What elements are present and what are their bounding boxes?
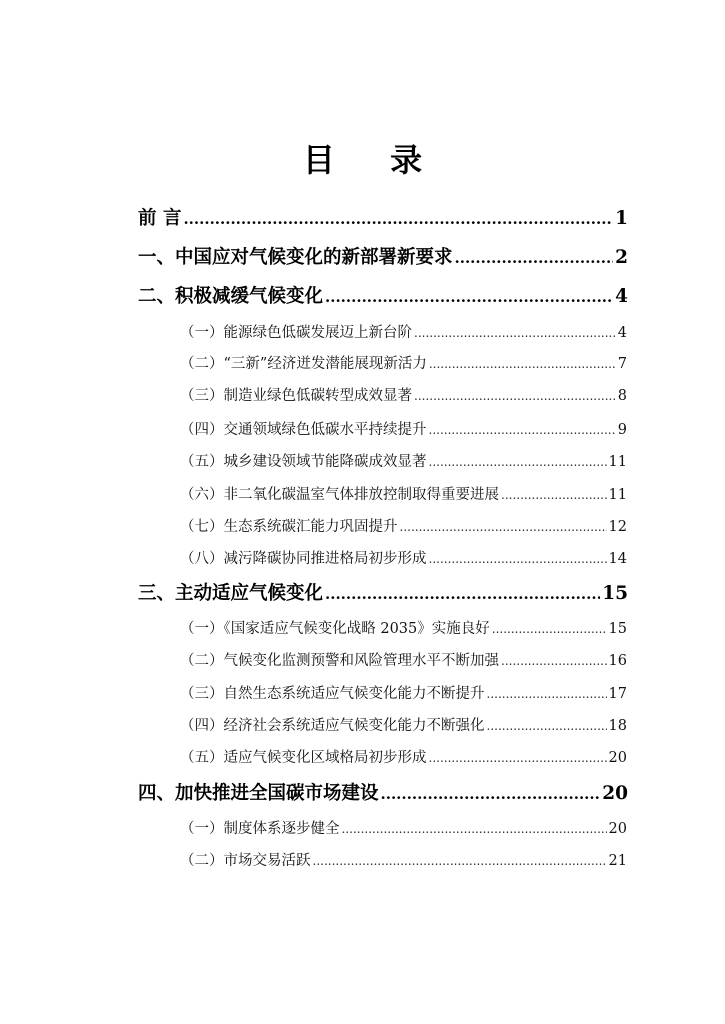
toc-leader-dots bbox=[429, 747, 607, 769]
toc-entry-label: 三、主动适应气候变化 bbox=[138, 583, 324, 604]
toc-page-number: 8 bbox=[617, 388, 627, 404]
toc-page-number: 9 bbox=[617, 422, 627, 438]
toc-entry-label: （四）经济社会系统适应气候变化能力不断强化 bbox=[180, 718, 485, 734]
toc-entry-preface[interactable] bbox=[138, 206, 628, 232]
toc-page-number: 20 bbox=[608, 750, 627, 766]
toc-page-number: 2 bbox=[615, 247, 628, 268]
toc-entry-4-1[interactable] bbox=[180, 818, 627, 840]
toc-entry-label: 四、加快推进全国碳市场建设 bbox=[138, 783, 379, 804]
toc-leader-dots bbox=[501, 650, 607, 672]
toc-leader-dots bbox=[313, 850, 607, 872]
toc-leader-dots bbox=[381, 781, 601, 807]
toc-page-number: 20 bbox=[608, 821, 627, 837]
toc-leader-dots bbox=[487, 715, 607, 737]
toc-leader-dots bbox=[183, 206, 613, 232]
toc-page-number: 11 bbox=[608, 454, 627, 470]
page-title: 目 录 bbox=[302, 141, 445, 179]
toc-page-number: 7 bbox=[617, 356, 627, 372]
toc-entry-label: （三）制造业绿色低碳转型成效显著 bbox=[180, 388, 412, 404]
toc-entry-3-3[interactable] bbox=[180, 683, 627, 705]
toc-page-number: 15 bbox=[608, 621, 627, 637]
toc-page-number: 14 bbox=[608, 551, 627, 567]
toc-entry-2-2[interactable] bbox=[180, 353, 627, 375]
toc-entry-section-4[interactable] bbox=[138, 781, 628, 807]
toc-entry-label: （三）自然生态系统适应气候变化能力不断提升 bbox=[180, 686, 485, 702]
toc-page-number: 15 bbox=[602, 583, 628, 604]
toc-leader-dots bbox=[487, 683, 607, 705]
toc-entry-2-1[interactable] bbox=[180, 322, 627, 344]
toc-entry-2-4[interactable] bbox=[180, 419, 627, 441]
toc-leader-dots bbox=[414, 322, 616, 344]
toc-entry-3-2[interactable] bbox=[180, 650, 627, 672]
toc-page-number: 11 bbox=[608, 487, 627, 503]
toc-entry-2-7[interactable] bbox=[180, 516, 627, 538]
toc-entry-label: 二、积极减缓气候变化 bbox=[138, 286, 324, 307]
toc-leader-dots bbox=[325, 581, 600, 607]
toc-leader-dots bbox=[429, 548, 607, 570]
toc-leader-dots bbox=[455, 245, 614, 271]
toc-page-number: 4 bbox=[615, 286, 628, 307]
toc-page-number: 21 bbox=[608, 853, 627, 869]
toc-page-number: 1 bbox=[615, 208, 628, 229]
toc-entry-3-1[interactable] bbox=[180, 618, 627, 640]
toc-entry-label: （五）城乡建设领域节能降碳成效显著 bbox=[180, 454, 427, 470]
toc-leader-dots bbox=[429, 353, 616, 375]
toc-leader-dots bbox=[342, 818, 607, 840]
toc-entry-label: （七）生态系统碳汇能力巩固提升 bbox=[180, 519, 398, 535]
toc-leader-dots bbox=[429, 451, 607, 473]
toc-entry-2-8[interactable] bbox=[180, 548, 627, 570]
toc-entry-label: （四）交通领域绿色低碳水平持续提升 bbox=[180, 422, 427, 438]
toc-page-number: 4 bbox=[617, 325, 627, 341]
toc-page-number: 12 bbox=[608, 519, 627, 535]
toc-entry-3-4[interactable] bbox=[180, 715, 627, 737]
toc-entry-2-6[interactable] bbox=[180, 484, 627, 506]
toc-entry-section-2[interactable] bbox=[138, 284, 628, 310]
toc-entry-label: （五）适应气候变化区域格局初步形成 bbox=[180, 750, 427, 766]
toc-entry-label: （一）制度体系逐步健全 bbox=[180, 821, 340, 837]
toc-entry-2-3[interactable] bbox=[180, 385, 627, 407]
toc-leader-dots bbox=[429, 419, 616, 441]
toc-entry-4-2[interactable] bbox=[180, 850, 627, 872]
toc-leader-dots bbox=[400, 516, 607, 538]
toc-entry-label: 一、中国应对气候变化的新部署新要求 bbox=[138, 247, 453, 268]
toc-leader-dots bbox=[414, 385, 616, 407]
toc-entry-label: （二）气候变化监测预警和风险管理水平不断加强 bbox=[180, 653, 499, 669]
toc-entry-2-5[interactable] bbox=[180, 451, 627, 473]
toc-entry-label: （八）减污降碳协同推进格局初步形成 bbox=[180, 551, 427, 567]
toc-leader-dots bbox=[501, 484, 607, 506]
toc-entry-section-1[interactable] bbox=[138, 245, 628, 271]
toc-page-number: 17 bbox=[608, 686, 627, 702]
toc-page-number: 18 bbox=[608, 718, 627, 734]
toc-entry-label: （六）非二氧化碳温室气体排放控制取得重要进展 bbox=[180, 487, 499, 503]
toc-entry-3-5[interactable] bbox=[180, 747, 627, 769]
toc-entry-section-3[interactable] bbox=[138, 581, 628, 607]
toc-entry-label: （二）“三新”经济迸发潜能展现新活力 bbox=[180, 356, 427, 372]
toc-leader-dots bbox=[325, 284, 613, 310]
toc-entry-label: （一）《国家适应气候变化战略 2035》实施良好 bbox=[180, 621, 490, 637]
toc-entry-label: （一）能源绿色低碳发展迈上新台阶 bbox=[180, 325, 412, 341]
toc-entry-label: （二）市场交易活跃 bbox=[180, 853, 311, 869]
toc-page-number: 20 bbox=[602, 783, 628, 804]
toc-entry-label: 前 言 bbox=[138, 208, 182, 229]
toc-leader-dots bbox=[492, 618, 607, 640]
toc-page-number: 16 bbox=[608, 653, 627, 669]
